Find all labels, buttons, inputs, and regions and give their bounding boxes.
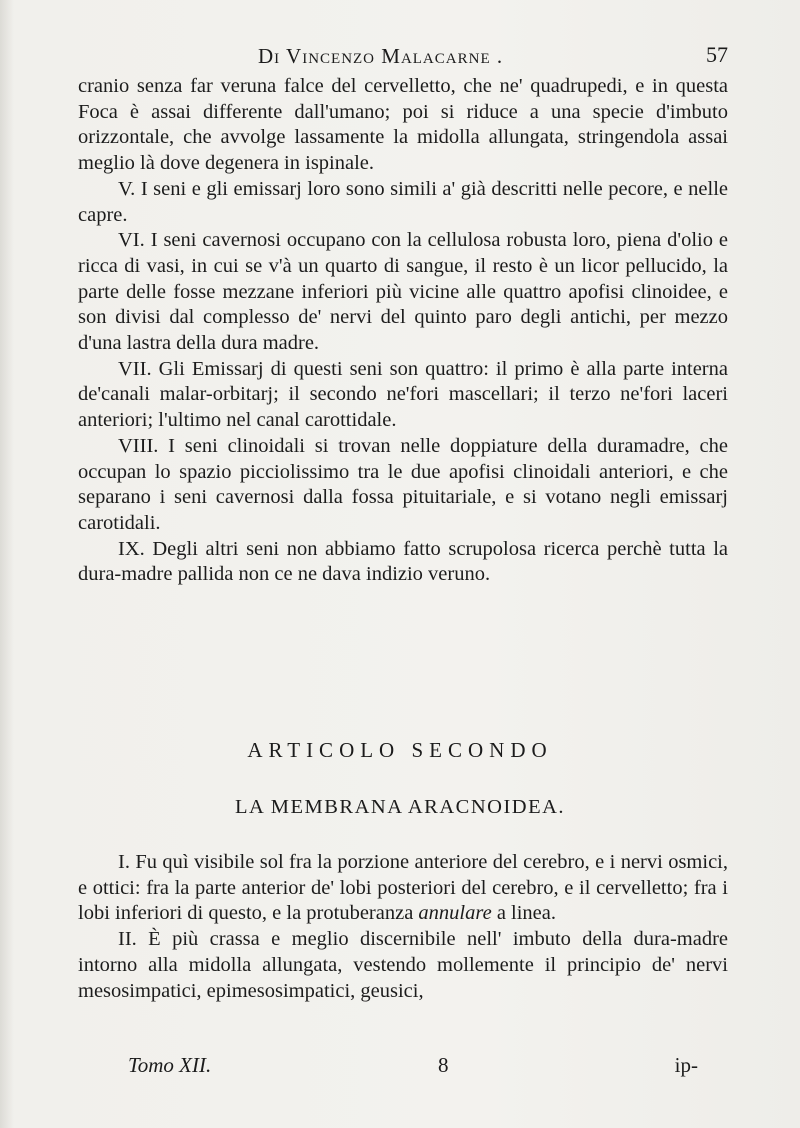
running-head: Di Vincenzo Malacarne .: [258, 44, 504, 68]
paragraph-continuation: cranio senza far veruna falce del cervelletto, che ne' quadrupedi, e in questa Foca è assai differente dall'umano; poi si riduce a una specie d'imbuto orizzontale, che avvolge lassamente la midolla allungata, stringendola assai meglio là dove degenera in ispinale.: [78, 75, 728, 175]
page-number: 57: [706, 42, 728, 67]
section-heading: LA MEMBRANA ARACNOIDEA.: [234, 796, 566, 818]
page-header: [78, 40, 728, 74]
paragraph-i: [78, 850, 728, 927]
paragraph-v: V. I seni e gli emissarj loro sono simili a' già descritti nelle pecore, e nelle capre.: [78, 177, 728, 226]
signature-mark: 8: [438, 1053, 449, 1077]
catchword: ip-: [674, 1053, 698, 1077]
paragraph-viii: VIII. I seni clinoidali si trovan nelle doppiature della duramadre, che occupan lo spazio picciolissimo tra le due apofisi clinoidali anteriori, e che separano i seni cavernosi dalla fossa pituitariale, e si votano negli emissarj carotidali.: [78, 434, 728, 534]
volume-label: Tomo XII.: [128, 1053, 212, 1077]
body-text-top: [78, 74, 728, 588]
page-footer: [78, 1053, 728, 1083]
article-heading: ARTICOLO SECONDO: [247, 738, 553, 762]
paragraph-ix: IX. Degli altri seni non abbiamo fatto scrupolosa ricerca perchè tutta la dura-madre pallida non ce ne dava indizio veruno.: [78, 537, 728, 586]
paragraph-ii-text: II. È più crassa e meglio discernibile nell' imbuto della dura-madre intorno alla midolla allungata, vestendo mollemente il principio de' nervi mesosimpatici, epimesosimpatici, geusici,: [78, 928, 728, 1002]
paragraph-vii: VII. Gli Emissarj di questi seni son quattro: il primo è alla parte interna de'canali malar-orbitarj; il secondo ne'fori mascellari; il terzo ne'fori laceri anteriori; l'ultimo nel canal carottidale.: [78, 357, 728, 432]
paragraph-vi: VI. I seni cavernosi occupano con la cellulosa robusta loro, piena d'olio e ricca di vasi, in cui se v'à un quarto di sangue, il resto è un licor pellucido, la parte delle fosse mezzane inferiori più vicine alle quattro apofisi clinoidee, e son divisi dal complesso de' nervi del quinto paro degli antichi, per mezzo d'una lastra della dura madre.: [78, 229, 728, 355]
paragraph-i-end: a linea.: [491, 902, 557, 925]
paragraph-i-italic: annulare: [418, 902, 492, 925]
paragraph-i-text: I. Fu quì visibile sol fra la porzione anteriore del cerebro, e i nervi osmici, e ottici: fra la parte anterior de' lobi posteriori del cerebro, e il cervelletto; fra i lobi inferiori di questo, e la protuberanza: [78, 851, 728, 925]
body-text-bottom: [78, 850, 728, 1004]
paragraph-ii: [78, 927, 728, 1004]
